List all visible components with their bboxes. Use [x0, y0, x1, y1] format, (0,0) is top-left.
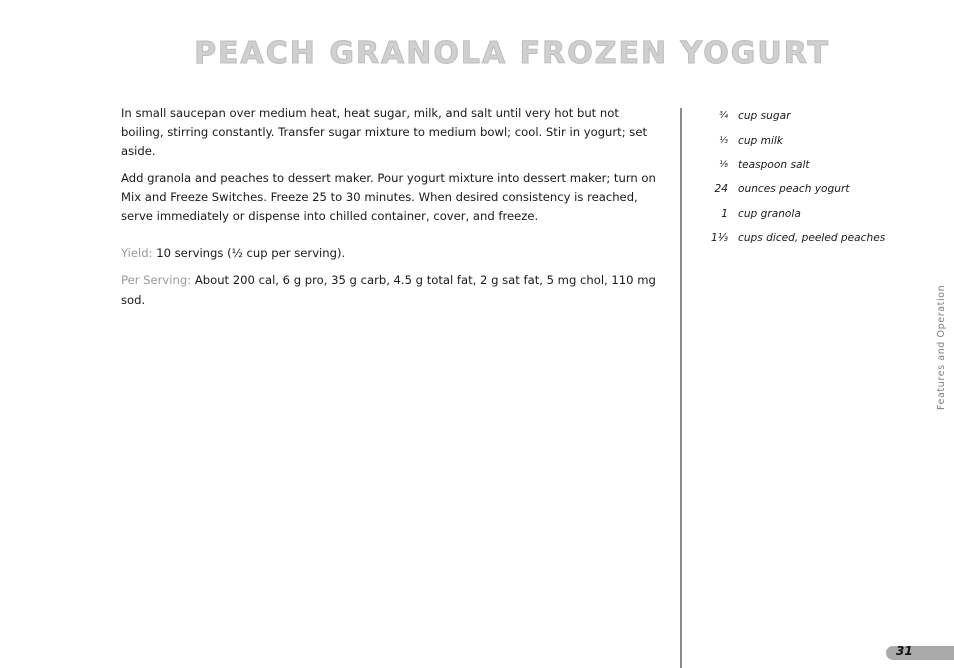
ingredient-name: cup sugar — [738, 110, 791, 123]
ingredient-row — [700, 226, 920, 250]
yield-label: Yield: — [121, 246, 153, 260]
ingredient-quantity: 24 — [714, 183, 728, 196]
ingredient-quantity: 1⅓ — [710, 232, 728, 245]
ingredient-row — [700, 202, 920, 226]
per-serving-label: Per Serving: — [121, 273, 192, 287]
ingredient-name: cup milk — [738, 134, 783, 147]
ingredient-row — [700, 104, 920, 128]
ingredient-list — [700, 104, 920, 250]
yield-value: 10 servings (½ cup per serving). — [156, 246, 346, 260]
page-number: 31 — [896, 644, 913, 658]
ingredient-quantity: 1 — [721, 207, 728, 220]
section-side-label: Features and Operation — [936, 284, 947, 410]
ingredient-row — [700, 177, 920, 201]
per-serving-line — [121, 270, 661, 310]
ingredient-name: teaspoon salt — [738, 158, 810, 171]
ingredient-quantity: ¾ — [719, 111, 728, 122]
ingredient-name: cup granola — [738, 207, 801, 220]
per-serving-value: About 200 cal, 6 g pro, 35 g carb, 4.5 g total fat, 2 g sat fat, 5 mg chol, 110 mg sod. — [121, 273, 656, 307]
ingredient-row — [700, 153, 920, 177]
ingredient-quantity: ⅛ — [719, 159, 728, 170]
nutrition-info — [121, 243, 661, 317]
ingredient-name: cups diced, peeled peaches — [738, 232, 886, 245]
ingredient-name: ounces peach yogurt — [738, 183, 850, 196]
directions — [121, 104, 661, 234]
yield-line — [121, 243, 661, 263]
direction-paragraph-1: In small saucepan over medium heat, heat sugar, milk, and salt until very hot but not boiling, stirring constantly. Transfer sugar mixture to medium bowl; cool. Stir in yogurt; set aside. — [121, 106, 648, 158]
column-divider — [680, 108, 682, 668]
direction-paragraph-2: Add granola and peaches to dessert maker. Pour yogurt mixture into dessert maker; turn on Mix and Freeze Switches. Freeze 25 to 30 minutes. When desired consistency is reached, serve immediately or dispense into chilled container, cover, and freeze. — [121, 171, 656, 223]
recipe-title: PEACH GRANOLA FROZEN YOGURT — [194, 36, 830, 71]
ingredient-quantity: ⅓ — [719, 135, 728, 146]
ingredient-row — [700, 128, 920, 152]
